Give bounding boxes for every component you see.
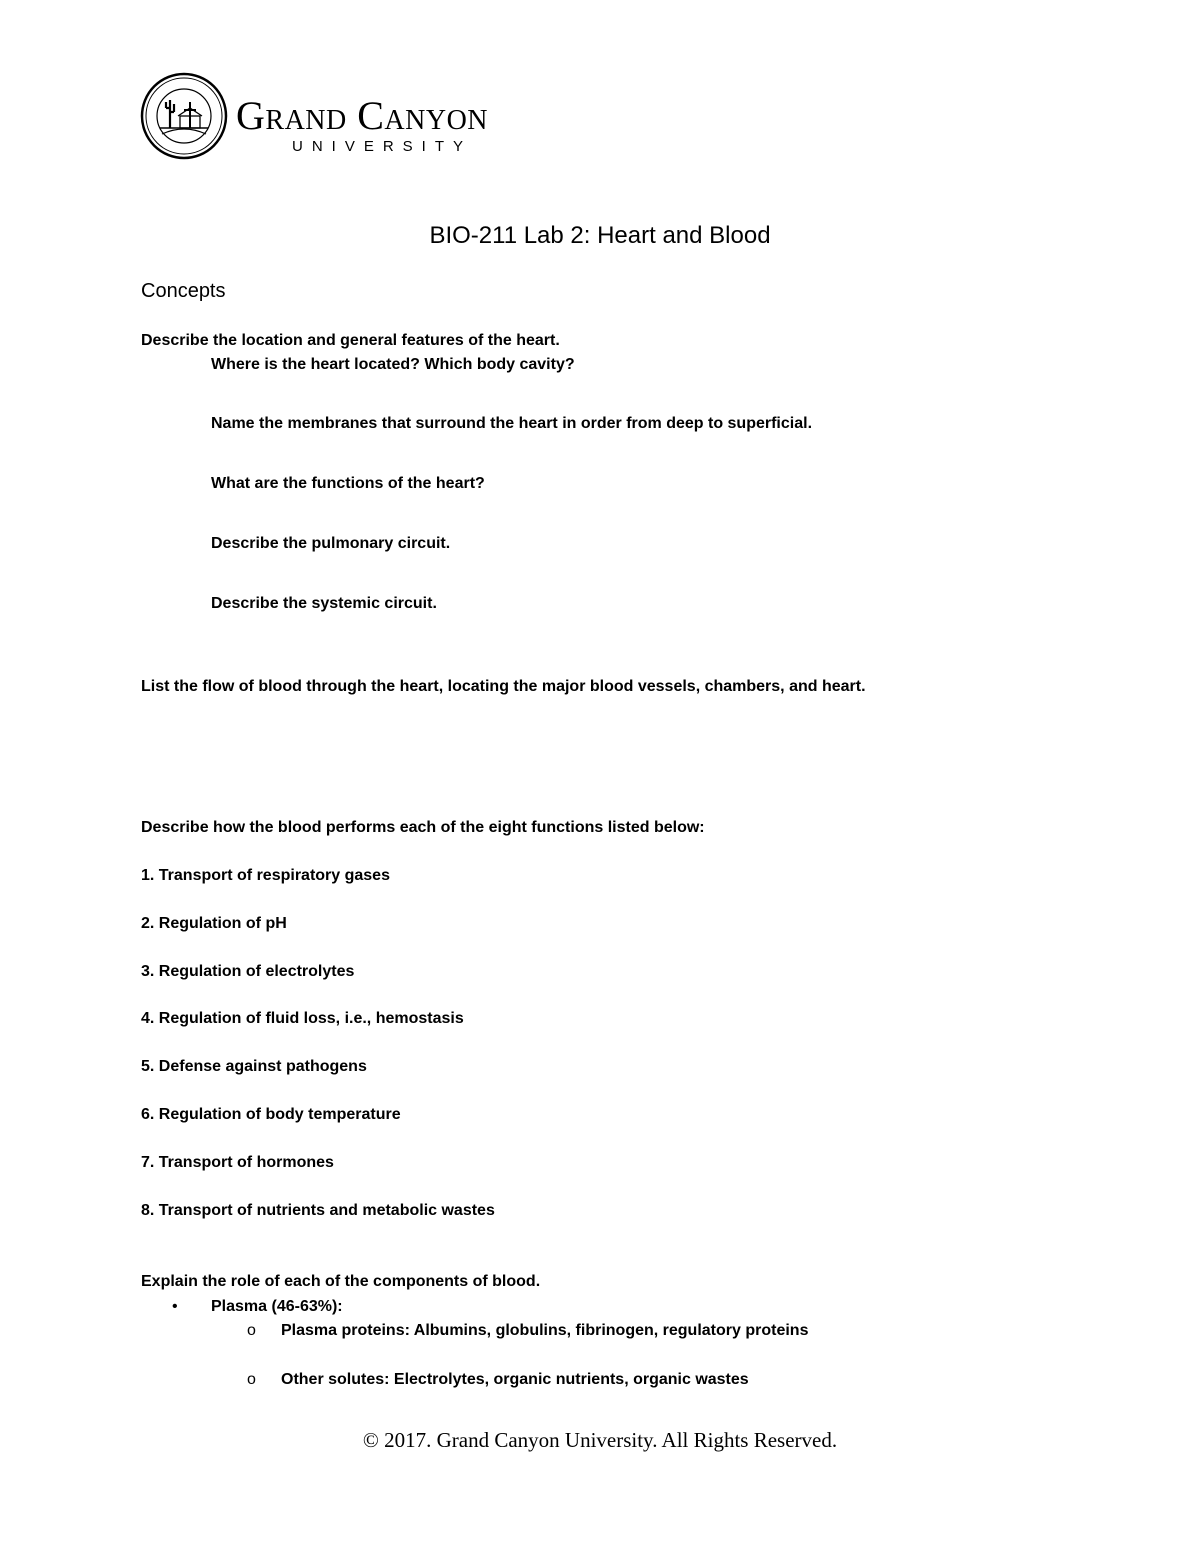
function-item: 7. Transport of hormones: [141, 1154, 334, 1171]
function-item: 3. Regulation of electrolytes: [141, 963, 355, 980]
function-item: 8. Transport of nutrients and metabolic wastes: [141, 1202, 495, 1219]
flow-prompt: List the flow of blood through the heart, locating the major blood vessels, chambers, and heart.: [141, 678, 866, 695]
function-item: 6. Regulation of body temperature: [141, 1106, 401, 1123]
university-subtitle: UNIVERSITY: [292, 138, 473, 155]
sub-bullet-icon: o: [247, 1322, 256, 1339]
bullet-icon: •: [172, 1298, 178, 1315]
function-item: 4. Regulation of fluid loss, i.e., hemostasis: [141, 1010, 464, 1027]
heart-question: Describe the systemic circuit.: [211, 595, 437, 612]
document-title: BIO-211 Lab 2: Heart and Blood: [429, 222, 771, 249]
copyright-footer: © 2017. Grand Canyon University. All Rights Reserved.: [362, 1428, 838, 1452]
sub-bullet-icon: o: [247, 1371, 256, 1388]
function-item: 1. Transport of respiratory gases: [141, 867, 390, 884]
plasma-item: Plasma proteins: Albumins, globulins, fibrinogen, regulatory proteins: [281, 1322, 809, 1339]
heart-question: What are the functions of the heart?: [211, 475, 485, 492]
heart-question: Describe the pulmonary circuit.: [211, 535, 451, 552]
plasma-label: Plasma (46-63%):: [211, 1298, 343, 1315]
university-name: Grand Canyon: [236, 93, 489, 138]
function-item: 5. Defense against pathogens: [141, 1058, 367, 1075]
plasma-item: Other solutes: Electrolytes, organic nutrients, organic wastes: [281, 1371, 749, 1388]
university-logo: [140, 72, 540, 162]
heart-question: Where is the heart located? Which body cavity?: [211, 356, 575, 373]
section-heading: Concepts: [141, 280, 226, 302]
university-seal-icon: [140, 72, 228, 160]
functions-prompt: Describe how the blood performs each of the eight functions listed below:: [141, 819, 705, 836]
university-wordmark: [236, 93, 489, 138]
function-item: 2. Regulation of pH: [141, 915, 287, 932]
heart-prompt: Describe the location and general features of the heart.: [141, 332, 560, 349]
components-prompt: Explain the role of each of the components of blood.: [141, 1273, 541, 1290]
heart-question: Name the membranes that surround the heart in order from deep to superficial.: [211, 415, 813, 432]
